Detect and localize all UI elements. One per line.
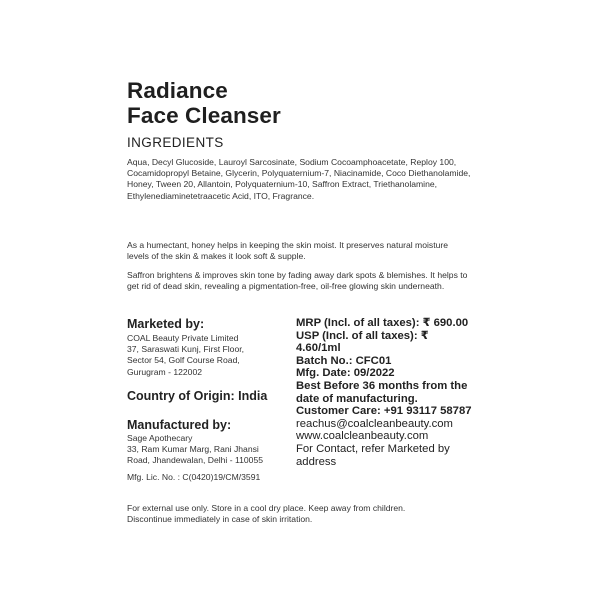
mrp-price: MRP (Incl. of all taxes): ₹ 690.00 <box>296 317 469 329</box>
marketed-by-line: COAL Beauty Private Limited <box>127 333 239 343</box>
manufactured-by-line: Road, Jhandewalan, Delhi - 110055 <box>127 455 264 466</box>
usp-price: USP (Incl. of all taxes): ₹ 4.60/1ml <box>296 329 429 355</box>
usage-warning <box>127 503 472 525</box>
ingredients-text: Aqua, Decyl Glucoside, Lauroyl Sarcosinate, Sodium Cocoamphoacetate, Reploy 100, Cocamidopropyl Betaine, Glycerin, Polyquaternium-7, Niacinamide, Coco Diethanolamide, Honey, Tween 20, Allantoin, Polyquaternium-10, Saffron Extract, Triethanolamine, Ethylenediaminetetraacetic Acid, ITO, Fragrance. <box>127 157 471 201</box>
ingredients-heading: INGREDIENTS <box>127 135 224 150</box>
product-title <box>127 78 281 128</box>
product-title-line2: Face Cleanser <box>127 103 281 128</box>
marketed-by-line: Sector 54, Golf Course Road, <box>127 355 240 366</box>
usage-warning-line2: Discontinue immediately in case of skin irritation. <box>127 514 313 525</box>
marketed-by-heading: Marketed by: <box>127 317 205 331</box>
manufactured-by-address <box>127 433 297 467</box>
country-of-origin: Country of Origin: India <box>127 389 268 403</box>
manufactured-by-heading: Manufactured by: <box>127 418 232 432</box>
product-details <box>296 317 476 468</box>
marketed-by-address <box>127 333 292 378</box>
manufacturing-license: Mfg. Lic. No. : C(0420)19/CM/3591 <box>127 472 261 482</box>
honey-description: As a humectant, honey helps in keeping the skin moist. It preserves natural moisture levels of the skin & makes it look soft & supple. <box>127 240 448 262</box>
batch-number: Batch No.: CFC01 <box>296 354 392 367</box>
marketed-by-line: Gurugram - 122002 <box>127 366 202 377</box>
usage-warning-line1: For external use only. Store in a cool dry place. Keep away from children. <box>127 503 406 513</box>
website: www.coalcleanbeauty.com <box>296 430 429 443</box>
best-before: Best Before 36 months from the date of manufacturing. <box>296 379 468 405</box>
mfg-date: Mfg. Date: 09/2022 <box>296 367 395 380</box>
manufactured-by-line: 33, Ram Kumar Marg, Rani Jhansi <box>127 444 259 455</box>
saffron-description: Saffron brightens & improves skin tone by fading away dark spots & blemishes. It helps to get rid of dead skin, revealing a pigmentation-free, oil-free glowing skin underneath. <box>127 270 468 292</box>
customer-care: Customer Care: +91 93117 58787 <box>296 405 472 418</box>
contact-note: For Contact, refer Marketed by address <box>296 442 450 468</box>
product-title-line1: Radiance <box>127 78 228 103</box>
manufactured-by-line: Sage Apothecary <box>127 433 193 443</box>
marketed-by-line: 37, Saraswati Kunj, First Floor, <box>127 344 245 355</box>
contact-email: reachus@coalcleanbeauty.com <box>296 417 453 430</box>
